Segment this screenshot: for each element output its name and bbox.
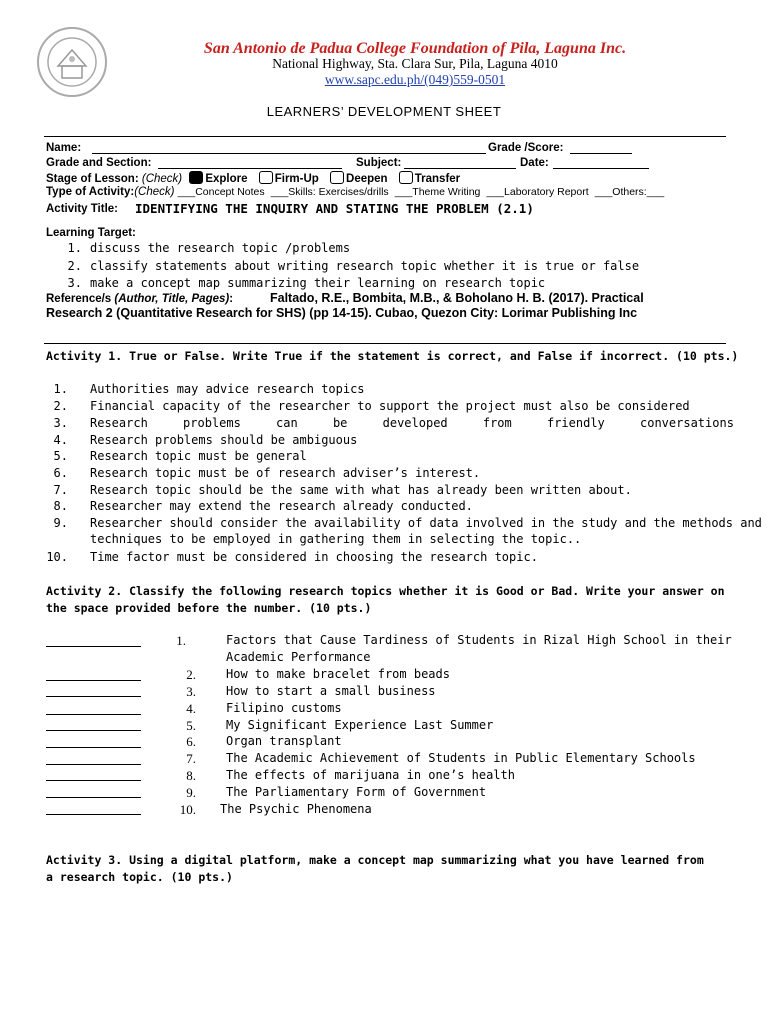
answer-blank[interactable] <box>46 780 141 781</box>
list-item: The Academic Achievement of Students in Public Elementary Schools <box>226 751 696 765</box>
answer-blank[interactable] <box>46 646 141 647</box>
type-option-skills[interactable]: ___Skills: Exercises/drills <box>267 186 389 198</box>
school-address: National Highway, Sta. Clara Sur, Pila, Laguna 4010 <box>272 56 558 71</box>
answer-blank[interactable] <box>46 714 141 715</box>
answer-blank[interactable] <box>46 680 141 681</box>
type-label: Type of Activity: <box>46 186 135 198</box>
header-divider <box>44 136 726 137</box>
grade-score-field[interactable] <box>570 153 632 154</box>
list-item: How to start a small business <box>226 684 436 698</box>
list-item-continuation: techniques to be employed in gathering them in selecting the topic.. <box>90 532 582 546</box>
stage-firmup-checkbox[interactable] <box>259 171 273 184</box>
list-item: Time factor must be considered in choosing the research topic. <box>90 550 538 564</box>
list-item: The Parliamentary Form of Government <box>226 785 487 799</box>
list-item: Research problems should be ambiguous <box>90 433 358 447</box>
section-divider <box>44 343 726 344</box>
date-label: Date: <box>520 157 549 169</box>
subject-label: Subject: <box>356 157 402 169</box>
stage-transfer-label: Transfer <box>414 173 461 185</box>
list-item-continuation: Academic Performance <box>226 650 371 664</box>
grade-section-field[interactable] <box>158 168 342 169</box>
reference-hint: (Author, Title, Pages) <box>114 293 230 305</box>
stage-deepen-label: Deepen <box>346 173 388 185</box>
activity2-title-line2: the space provided before the number. (10 pts.) <box>46 601 372 615</box>
target-item: discuss the research topic /problems <box>90 241 351 255</box>
list-item: The Psychic Phenomena <box>220 802 372 816</box>
list-item: Filipino customs <box>226 701 342 715</box>
stage-label: Stage of Lesson: <box>46 173 139 185</box>
list-item: The effects of marijuana in one’s health <box>226 768 515 782</box>
grade-section-label: Grade and Section: <box>46 157 152 169</box>
activity1-list: 1. Authorities may advice research topics 2. Financial capacity of the researcher to support the project must also be considered 3. Research problems can be developed from friendly conversations 4. Research problems should be ambiguous 5. Research topic must be general 6. Research topic must be of research adviser’s interest. 7. Research topic should be the same with what has already been written about. 8. Researcher may extend the research already conducted. 9. Researcher should consider the availability of data involved in the study and the methods and techniques to be employed in gathering them in selecting the topic.. 10. Time factor must be considered in choosing the research topic. <box>46 382 762 564</box>
list-item: Research topic must be of research adviser’s interest. <box>90 466 481 480</box>
activity-title: IDENTIFYING THE INQUIRY AND STATING THE PROBLEM (2.1) <box>135 201 534 216</box>
target-item: classify statements about writing research topic whether it is true or false <box>90 259 640 273</box>
activity-title-label: Activity Title: <box>46 203 118 215</box>
name-field[interactable] <box>92 153 486 154</box>
stage-explore-label: Explore <box>205 173 248 185</box>
list-item: Researcher may extend the research already conducted. <box>90 499 473 513</box>
list-item: Research problems can be developed from friendly conversations <box>90 416 734 430</box>
list-item: Research topic must be general <box>90 449 307 463</box>
activity2-list: 1. Factors that Cause Tardiness of Students in Rizal High School in their Academic Performance 2. How to make bracelet from beads 3. How to start a small business 4. Filipino customs 5. My Significant Experience Last Summer 6. Organ transplant 7. The Academic Achievement of Students in Public Elementary Schools 8. The effects of marijuana in one’s health 9. The Parliamentary Form of Government 10. The Psychic Phenomena <box>0 630 768 830</box>
stage-check-hint: (Check) <box>141 173 183 185</box>
school-name: San Antonio de Padua College Foundation of Pila, Laguna Inc. <box>203 40 627 57</box>
answer-blank[interactable] <box>46 730 141 731</box>
learning-target-label: Learning Target: <box>46 227 136 239</box>
reference-label: Reference/s <box>46 293 112 305</box>
type-option-others[interactable]: ___Others:___ <box>591 186 665 198</box>
answer-blank[interactable] <box>46 747 141 748</box>
answer-blank[interactable] <box>46 696 141 697</box>
target-item: make a concept map summarizing their learning on research topic <box>90 276 546 290</box>
grade-score-label: Grade /Score: <box>488 142 564 154</box>
activity1-title: Activity 1. True or False. Write True if the statement is correct, and False if incorrect. (10 pts.) <box>46 349 739 363</box>
list-item: Researcher should consider the availability of data involved in the study and the methods and <box>90 516 762 530</box>
activity3-title-line1: Activity 3. Using a digital platform, make a concept map summarizing what you have learned from <box>46 853 704 867</box>
list-item: Authorities may advice research topics <box>90 382 365 396</box>
stage-deepen-checkbox[interactable] <box>330 171 344 184</box>
activity3-title-line2: a research topic. (10 pts.) <box>46 870 233 884</box>
type-option-lab-report[interactable]: ___Laboratory Report <box>483 186 589 198</box>
stage-of-lesson-row <box>46 171 460 185</box>
list-item: My Significant Experience Last Summer <box>226 718 494 732</box>
school-seal-logo <box>36 26 108 98</box>
type-of-activity-row <box>46 186 664 198</box>
stage-explore-checkbox[interactable] <box>189 171 203 184</box>
answer-blank[interactable] <box>46 764 141 765</box>
subject-field[interactable] <box>404 168 516 169</box>
list-item: Factors that Cause Tardiness of Students in Rizal High School in their <box>226 633 732 647</box>
school-website-link[interactable]: www.sapc.edu.ph/(049)559-0501 <box>324 72 506 87</box>
type-check-hint: (Check) <box>134 186 175 198</box>
list-item: How to make bracelet from beads <box>226 667 450 681</box>
type-option-concept-notes[interactable]: ___Concept Notes <box>177 186 265 198</box>
stage-firmup-label: Firm-Up <box>274 173 319 185</box>
date-field[interactable] <box>553 168 649 169</box>
sheet-title: LEARNERS’ DEVELOPMENT SHEET <box>266 104 502 119</box>
reference-line-1: Faltado, R.E., Bombita, M.B., & Boholano H. B. (2017). Practical <box>270 291 644 305</box>
activity2-title-line1: Activity 2. Classify the following research topics whether it is Good or Bad. Write your answer on <box>46 584 725 598</box>
list-item: Research topic should be the same with what has already been written about. <box>90 483 632 497</box>
answer-blank[interactable] <box>46 797 141 798</box>
answer-blank[interactable] <box>46 814 141 815</box>
list-item: Financial capacity of the researcher to support the project must also be considered <box>90 399 690 413</box>
reference-label-row: Reference/s (Author, Title, Pages): <box>46 293 234 305</box>
name-label: Name: <box>46 142 82 154</box>
type-option-theme-writing[interactable]: ___Theme Writing <box>391 186 481 198</box>
learning-target-list: 1. discuss the research topic /problems 2. classify statements about writing research topic whether it is true or false 3. make a concept map summarizing their learning on research topic <box>67 241 640 290</box>
reference-line-2: Research 2 (Quantitative Research for SHS) (pp 14-15). Cubao, Quezon City: Lorimar Publishing Inc <box>46 306 638 320</box>
list-item: Organ transplant <box>226 734 342 748</box>
stage-transfer-checkbox[interactable] <box>399 171 413 184</box>
